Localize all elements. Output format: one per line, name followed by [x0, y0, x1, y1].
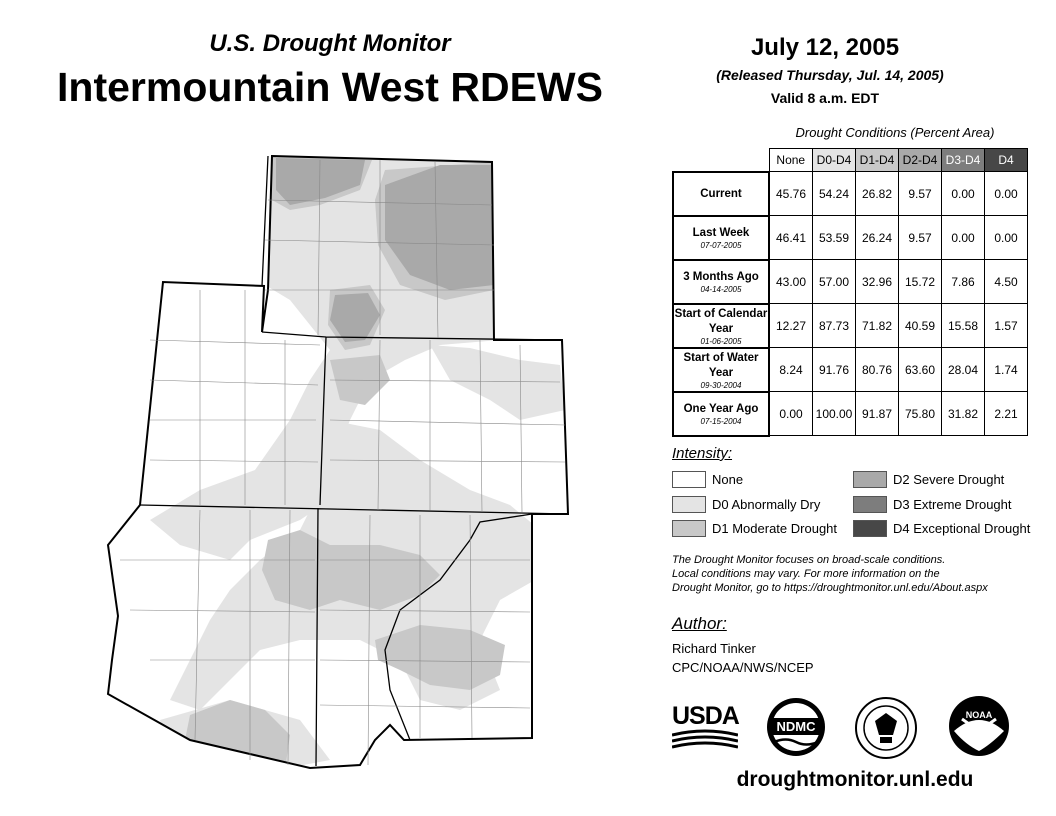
legend-item-d2: D2 Severe Drought	[853, 471, 1004, 488]
table-row	[673, 392, 1028, 436]
author-title: Author:	[672, 614, 727, 633]
legend-swatch	[853, 496, 887, 513]
legend-swatch	[672, 496, 706, 513]
table-caption: Drought Conditions (Percent Area)	[795, 125, 995, 140]
map-title: Intermountain West RDEWS	[57, 64, 603, 110]
table-cell: 1.74	[985, 348, 1028, 392]
noaa-emblem-icon	[948, 695, 1010, 757]
col-header-none: None	[769, 149, 813, 172]
map-date: July 12, 2005	[750, 34, 900, 61]
row-label: Start of Calendar Year 01-06-2005	[673, 304, 769, 348]
legend-swatch	[672, 520, 706, 537]
table-cell: 7.86	[942, 260, 985, 304]
row-label: One Year Ago 07-15-2004	[673, 392, 769, 436]
table-cell: 9.57	[899, 172, 942, 216]
author-org: CPC/NOAA/NWS/NCEP	[672, 660, 814, 675]
table-cell: 12.27	[769, 304, 813, 348]
author-name: Richard Tinker	[672, 641, 756, 656]
table-cell: 15.58	[942, 304, 985, 348]
table-cell: 40.59	[899, 304, 942, 348]
row-label: Last Week 07-07-2005	[673, 216, 769, 260]
table-cell: 2.21	[985, 392, 1028, 436]
col-header-d1: D1-D4	[856, 149, 899, 172]
table-cell: 26.82	[856, 172, 899, 216]
table-cell: 91.87	[856, 392, 899, 436]
table-cell: 8.24	[769, 348, 813, 392]
table-cell: 0.00	[942, 216, 985, 260]
legend-swatch	[672, 471, 706, 488]
release-date: (Released Thursday, Jul. 14, 2005)	[716, 67, 944, 83]
table-header-row	[673, 149, 1028, 172]
legend-swatch	[853, 471, 887, 488]
table-cell: 71.82	[856, 304, 899, 348]
col-header-d3: D3-D4	[942, 149, 985, 172]
table-cell: 45.76	[769, 172, 813, 216]
table-cell: 32.96	[856, 260, 899, 304]
legend-title: Intensity:	[672, 445, 733, 462]
col-header-d0: D0-D4	[813, 149, 856, 172]
commerce-seal-logo	[853, 697, 919, 764]
table-cell: 75.80	[899, 392, 942, 436]
legend-swatch	[853, 520, 887, 537]
table-row	[673, 260, 1028, 304]
ndmc-logo: NDMC	[766, 697, 826, 762]
legend-item-d4: D4 Exceptional Drought	[853, 520, 1030, 537]
drought-map	[100, 150, 580, 775]
col-header-d4: D4	[985, 149, 1028, 172]
table-row	[673, 172, 1028, 216]
table-cell: 0.00	[985, 172, 1028, 216]
table-cell: 9.57	[899, 216, 942, 260]
usda-logo: USDA	[672, 703, 738, 751]
table-cell: 87.73	[813, 304, 856, 348]
table-cell: 15.72	[899, 260, 942, 304]
legend-item-d1: D1 Moderate Drought	[672, 520, 837, 537]
table-cell: 46.41	[769, 216, 813, 260]
legend-item-d3: D3 Extreme Drought	[853, 496, 1012, 513]
row-label: Current	[673, 172, 769, 216]
table-cell: 54.24	[813, 172, 856, 216]
table-cell: 43.00	[769, 260, 813, 304]
legend-item-none: None	[672, 471, 743, 488]
usda-swoosh-icon	[672, 729, 738, 749]
table-cell: 4.50	[985, 260, 1028, 304]
table-cell: 28.04	[942, 348, 985, 392]
table-row	[673, 348, 1028, 392]
col-header-d2: D2-D4	[899, 149, 942, 172]
row-label: 3 Months Ago 04-14-2005	[673, 260, 769, 304]
disclaimer-note: The Drought Monitor focuses on broad-scale conditions. Local conditions may vary. For more information on the Drought Monitor, go to https://droughtmonitor.unl.edu/About.aspx	[672, 554, 988, 594]
table-cell: 100.00	[813, 392, 856, 436]
table-cell: 1.57	[985, 304, 1028, 348]
valid-time: Valid 8 a.m. EDT	[770, 90, 880, 106]
legend-item-d0: D0 Abnormally Dry	[672, 496, 820, 513]
table-cell: 0.00	[942, 172, 985, 216]
table-cell: 26.24	[856, 216, 899, 260]
website-link[interactable]: droughtmonitor.unl.edu	[736, 768, 974, 791]
drought-areas	[100, 150, 580, 775]
table-cell: 91.76	[813, 348, 856, 392]
table-cell: 53.59	[813, 216, 856, 260]
noaa-logo: NOAA	[948, 695, 1010, 762]
table-cell: 80.76	[856, 348, 899, 392]
table-row	[673, 216, 1028, 260]
commerce-seal-icon	[853, 697, 919, 759]
table-cell: 31.82	[942, 392, 985, 436]
table-cell: 57.00	[813, 260, 856, 304]
table-row	[673, 304, 1028, 348]
row-label: Start of Water Year 09-30-2004	[673, 348, 769, 392]
table-cell: 0.00	[769, 392, 813, 436]
table-cell: 63.60	[899, 348, 942, 392]
drought-stats-table	[672, 148, 1028, 437]
table-cell: 0.00	[985, 216, 1028, 260]
map-subtitle: U.S. Drought Monitor	[209, 30, 451, 57]
